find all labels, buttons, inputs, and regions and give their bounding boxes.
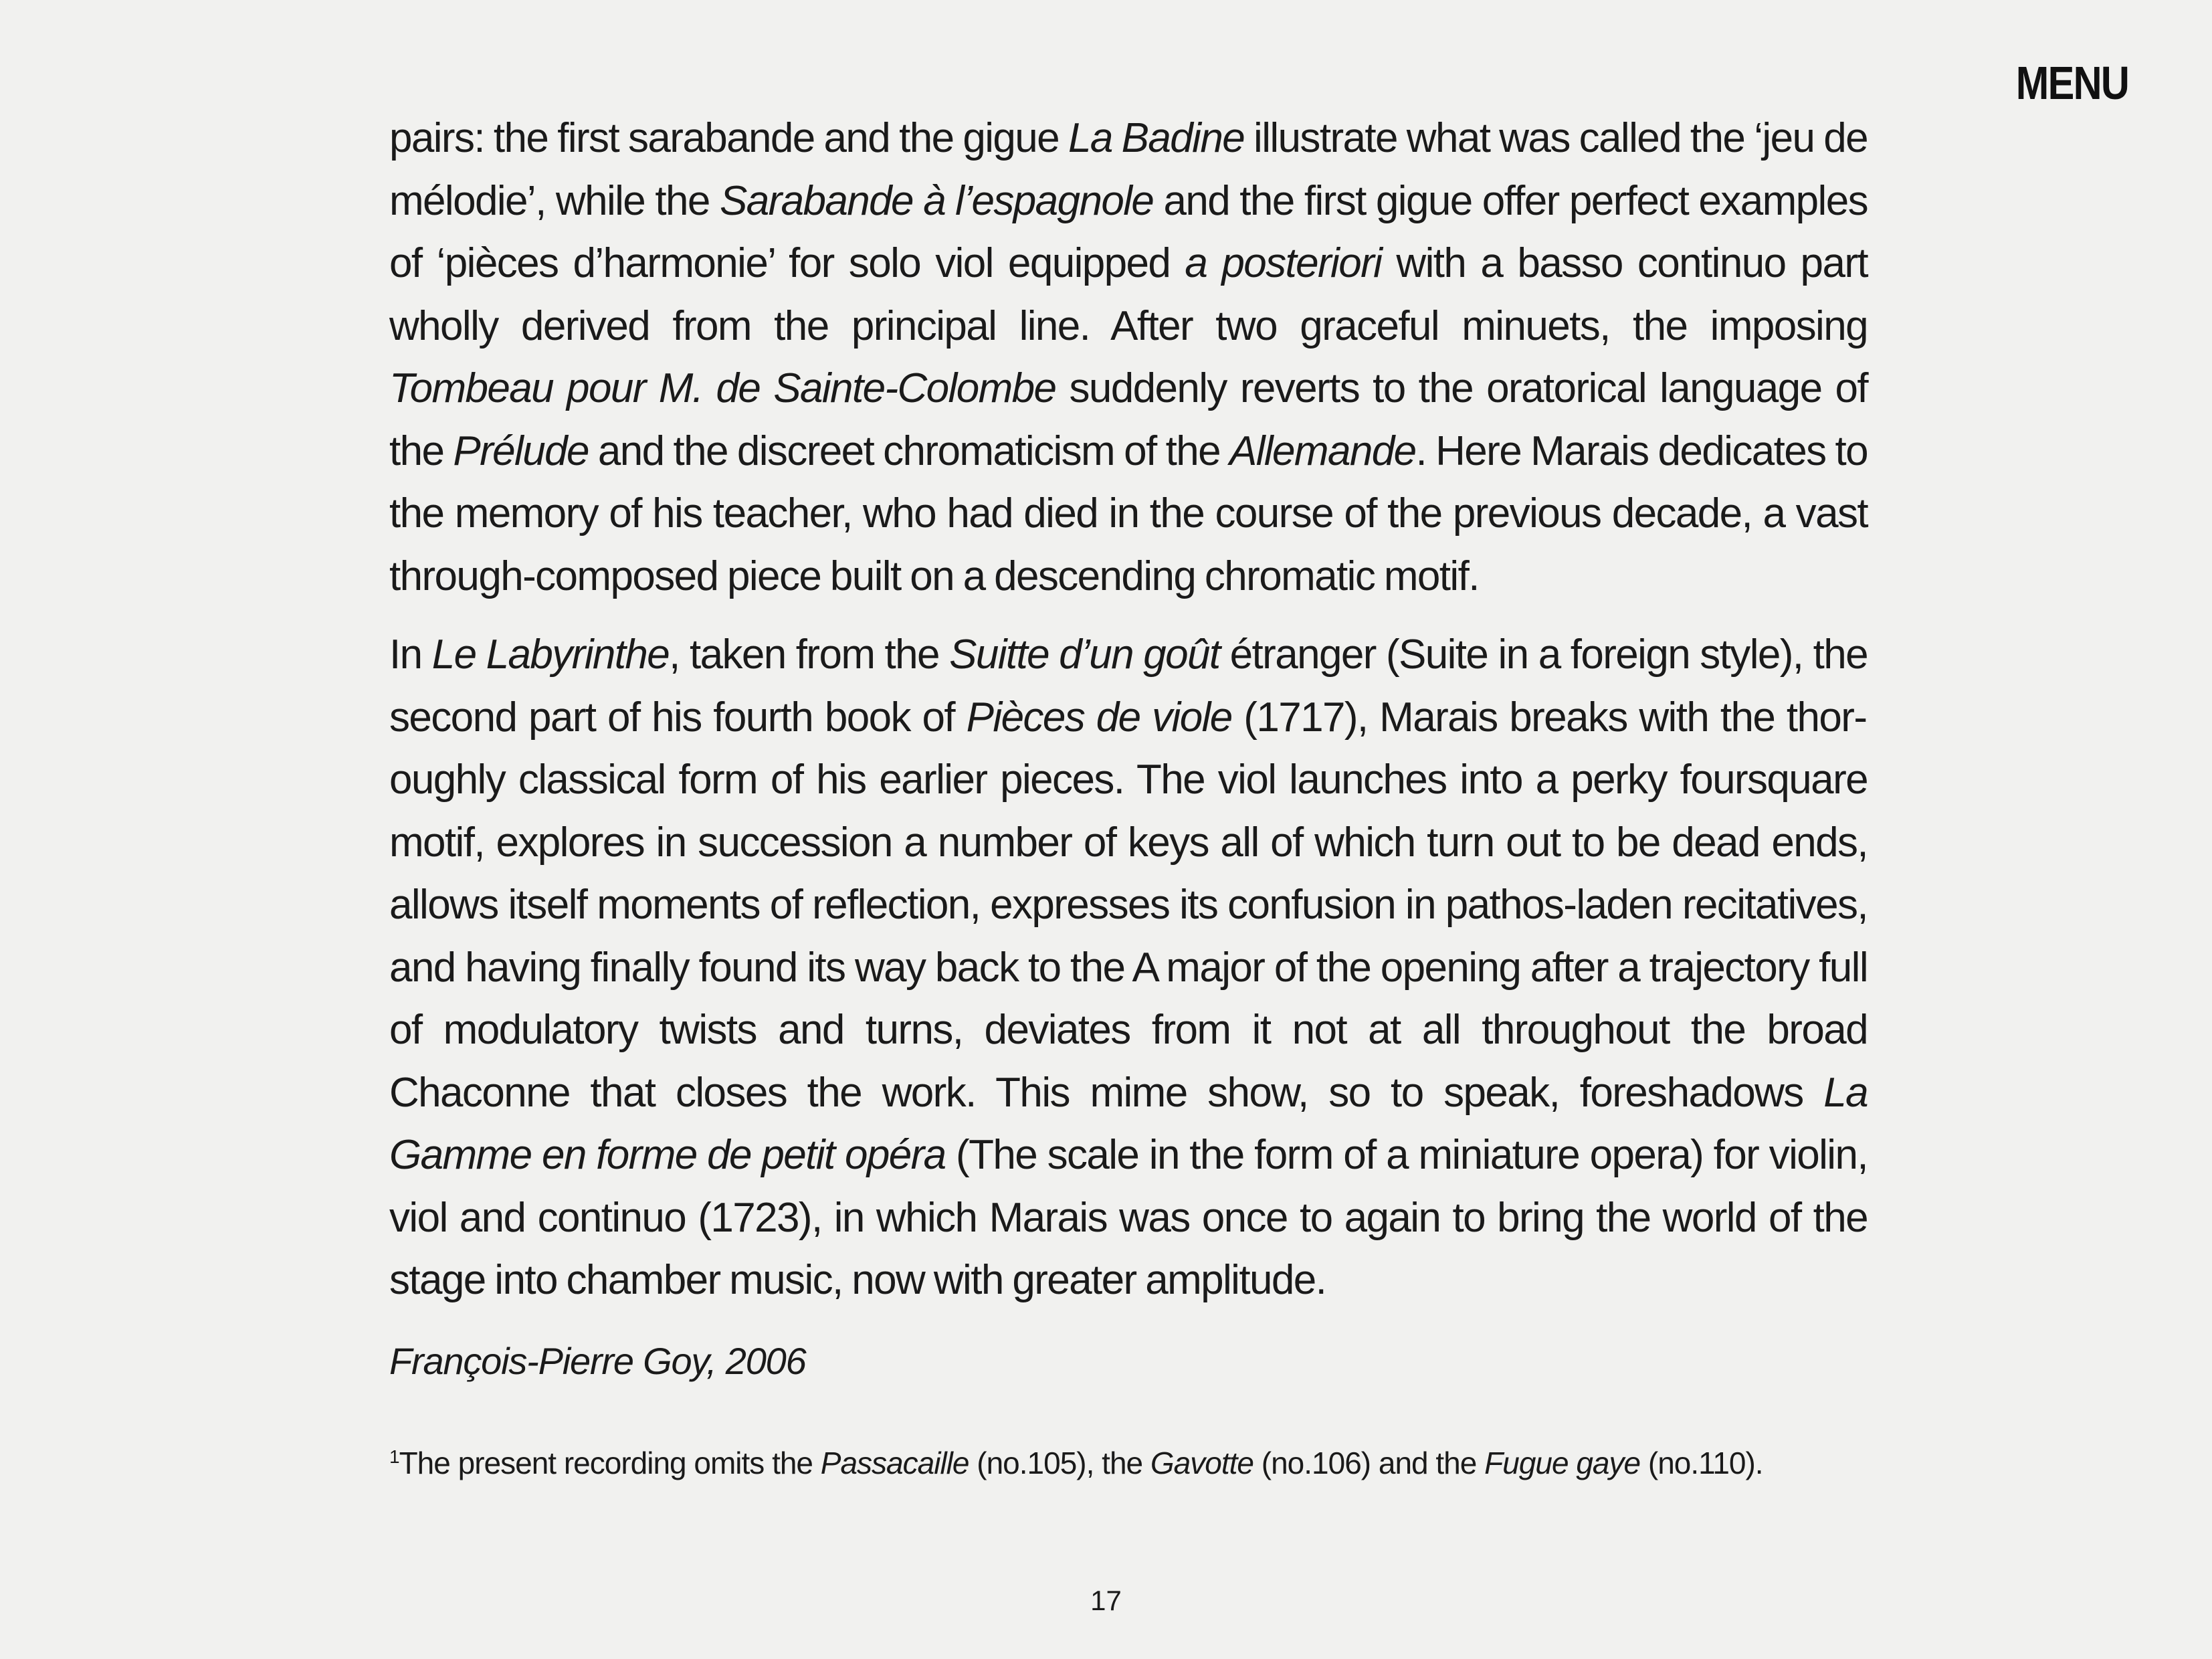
text-run: . Here Marais dedicates to the memory of his teacher, who had died in the course of the previous decade, a vast through-composed piece built on a descending chromatic motif. xyxy=(389,427,1868,599)
italic-title: a posteriori xyxy=(1185,240,1382,286)
text-run: étranger (Suite in a foreign style), the second part of his fourth book of xyxy=(389,631,1868,741)
footnote-text xyxy=(399,1446,1763,1480)
text-column xyxy=(389,107,1868,1484)
italic-title: Fugue gaye xyxy=(1484,1445,1641,1480)
italic-title: Pièces de viole xyxy=(966,694,1232,741)
text-run: In xyxy=(389,631,432,678)
italic-title: La Badine xyxy=(1068,115,1245,161)
body-paragraph xyxy=(389,107,1868,607)
menu-button[interactable]: MENU xyxy=(2015,57,2128,109)
body-paragraph xyxy=(389,623,1868,1312)
italic-title: Tombeau pour M. de Sainte-Colombe xyxy=(389,365,1056,411)
text-run: illustrate what was called the ‘jeu de mélodie’, while the xyxy=(389,115,1868,224)
text-run: pairs: the first sarabande and the gigue xyxy=(389,115,1068,161)
text-run: with a basso continuo part wholly derived from the principal line. After two graceful minuets, the imposing xyxy=(389,240,1868,349)
italic-title: Sarabande à l’espagnole xyxy=(719,177,1154,224)
footnote xyxy=(389,1442,1868,1484)
text-run: The present recording omits the xyxy=(399,1445,821,1480)
page-number: 17 xyxy=(1090,1585,1122,1616)
text-run: suddenly reverts to the oratorical language of the xyxy=(389,365,1868,474)
text-run: (no.106) and the xyxy=(1253,1445,1485,1480)
text-run: , taken from the xyxy=(669,631,950,678)
italic-title: Passacaille xyxy=(820,1445,969,1480)
text-run: (no.110). xyxy=(1640,1445,1763,1480)
italic-title: La Gamme en forme de petit opéra xyxy=(389,1069,1868,1178)
text-run: and the discreet chromaticism of the xyxy=(588,427,1229,474)
text-run: (no.105), the xyxy=(969,1445,1150,1480)
italic-title: Le Labyrinthe xyxy=(431,631,670,678)
italic-title: Prélude xyxy=(453,427,589,474)
text-run: and the first gigue offer perfect examples of ‘pièces d’harmonie’ for solo viol equipped xyxy=(389,177,1868,286)
footnote-marker: 1 xyxy=(389,1446,399,1467)
text-run: (The scale in the form of a miniature opera) for violin, viol and continuo (1723), in which Marais was once to again to bring the world of the stage into chamber music, now with greater amplitude. xyxy=(389,1132,1868,1303)
text-run: (1717), Marais breaks with the thoroughly classical form of his earlier pieces. The viol launches into a perky foursquare motif, explores in succession a number of keys all of which turn out to be dead ends, allows itself moments of reflection, expresses its confusion in pathos-laden recitatives, and having finally found its way back to the A major of the opening after a trajectory full of modulatory twists and turns, deviates from it not at all throughout the broad Chaconne that closes the work. This mime show, so to speak, foreshadows xyxy=(389,694,1868,1116)
italic-title: Gavotte xyxy=(1150,1445,1253,1480)
italic-title: Suitte d’un goût xyxy=(949,631,1220,678)
author-signature: François-Pierre Goy, 2006 xyxy=(389,1339,806,1382)
italic-title: Allemande xyxy=(1229,427,1416,474)
